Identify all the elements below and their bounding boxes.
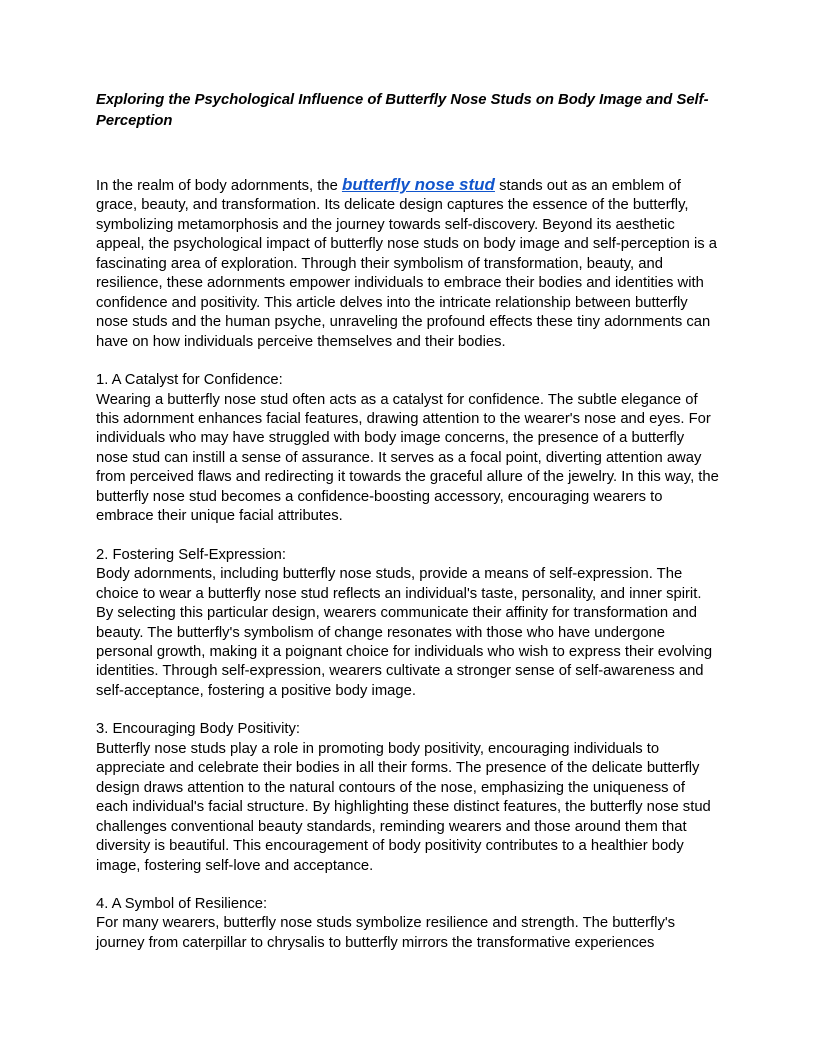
intro-paragraph	[96, 174, 720, 352]
section-fostering-self-expression	[96, 546, 720, 702]
section-symbol-of-resilience	[96, 895, 720, 953]
section-body: For many wearers, butterfly nose studs symbolize resilience and strength. The butterfly's journey from caterpillar to chrysalis to butterfly mirrors the transformative experiences	[96, 915, 676, 951]
section-heading: 1. A Catalyst for Confidence:	[96, 372, 283, 389]
section-heading: 3. Encouraging Body Positivity:	[96, 721, 300, 738]
section-body: Butterfly nose studs play a role in promoting body positivity, encouraging individuals to appreciate and celebrate their bodies in all their forms. The presence of the delicate butterfly design draws attention to the natural contours of the nose, emphasizing the uniqueness of each individual's facial structure. By highlighting these distinct features, the butterfly nose stud challenges conventional beauty standards, reminding wearers and those around them that diversity is beautiful. This encouragement of body positivity contributes to a healthier body image, fostering self-love and acceptance.	[96, 740, 711, 874]
section-body: Body adornments, including butterfly nose studs, provide a means of self-expression. The choice to wear a butterfly nose stud reflects an individual's taste, personality, and inner spirit. By selecting this particular design, wearers communicate their affinity for transformation and beauty. The butterfly's symbolism of change resonates with those who have undergone personal growth, making it a poignant choice for individuals who wish to express their evolving identities. Through self-expression, wearers cultivate a stronger sense of self-awareness and self-acceptance, fostering a positive body image.	[96, 566, 713, 699]
intro-text-after-link: stands out as an emblem of grace, beauty, and transformation. Its delicate design captures the essence of the butterfly, symbolizing metamorphosis and the journey towards self-discovery. Beyond its aesthetic appeal, the psychological impact of butterfly nose studs on body image and self-perception is a fascinating area of exploration. Through their symbolism of transformation, beauty, and resilience, these adornments empower individuals to embrace their bodies and identities with confidence and positivity. This article delves into the intricate relationship between butterfly nose studs and the human psyche, unraveling the profound effects these tiny adornments can have on how individuals perceive themselves and their bodies.	[96, 178, 718, 350]
butterfly-nose-stud-link[interactable]: butterfly nose stud	[341, 175, 495, 194]
section-catalyst-for-confidence	[96, 371, 720, 527]
intro-text-before-link: In the realm of body adornments, the	[96, 178, 342, 194]
section-heading: 4. A Symbol of Resilience:	[96, 895, 268, 912]
section-encouraging-body-positivity	[96, 720, 720, 876]
section-body: Wearing a butterfly nose stud often acts as a catalyst for confidence. The subtle elegance of this adornment enhances facial features, drawing attention to the wearer's nose and eyes. For individuals who may have struggled with body image concerns, the presence of a butterfly nose stud can instill a sense of assurance. It serves as a focal point, diverting attention away from perceived flaws and redirecting it towards the graceful allure of the jewelry. In this way, the butterfly nose stud becomes a confidence-boosting accessory, encouraging wearers to embrace their unique facial attributes.	[96, 391, 719, 525]
document-title: Exploring the Psychological Influence of Butterfly Nose Studs on Body Image and Self-Perception	[96, 92, 709, 129]
section-heading: 2. Fostering Self-Expression:	[96, 546, 286, 563]
